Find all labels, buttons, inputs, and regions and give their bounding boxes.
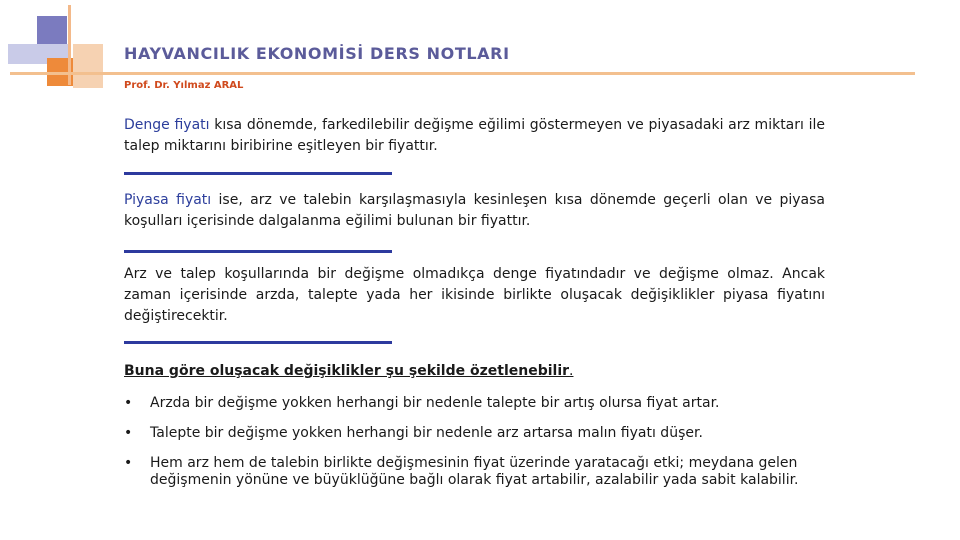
divider-rule	[124, 172, 392, 175]
paragraph-text: kısa dönemde, farkedilebilir değişme eğilimi göstermeyen ve piyasadaki arz miktarı ile talep miktarını biribirine eşitleyen bir fiyattır.	[124, 117, 826, 154]
bullet-icon: •	[124, 455, 133, 471]
logo-square-purple	[37, 16, 67, 46]
term-equilibrium-price: Denge fiyatı	[124, 117, 210, 133]
header-horizontal-line	[10, 72, 915, 75]
summary-heading-end: .	[569, 363, 574, 379]
list-item-text: Hem arz hem de talebin birlikte değişmesinin fiyat üzerinde yaratacağı etki; meydana gelen değişmenin yönüne ve büyüklüğüne bağlı olarak fiyat artabilir, azalabilir yada sabit kalabilir.	[150, 455, 799, 488]
author-name: Prof. Dr. Yılmaz ARAL	[124, 80, 244, 91]
paragraph-text: Arz ve talep koşullarında bir değişme olmadıkça denge fiyatındadır ve değişme olmaz. Ancak zaman içerisinde arzda, talepte yada her ikisinde birlikte oluşacak değişiklikler piyasa fiyatını değiştirecektir.	[124, 266, 825, 324]
term-market-price: Piyasa fiyatı	[124, 192, 212, 208]
summary-heading	[124, 361, 573, 382]
page-title: HAYVANCILIK EKONOMİSİ DERS NOTLARI	[124, 44, 510, 63]
summary-list	[124, 395, 834, 502]
logo-square-peach	[73, 44, 103, 88]
list-item	[124, 395, 834, 412]
list-item	[124, 455, 834, 489]
summary-heading-text: Buna göre oluşacak değişiklikler şu şekilde özetlenebilir	[124, 363, 570, 379]
list-item-text: Talepte bir değişme yokken herhangi bir nedenle arz artarsa malın fiyatı düşer.	[150, 425, 703, 441]
bullet-icon: •	[124, 395, 133, 411]
bullet-icon: •	[124, 425, 133, 441]
divider-rule	[124, 341, 392, 344]
paragraph-supply-demand	[124, 264, 825, 327]
list-item-text: Arzda bir değişme yokken herhangi bir nedenle talepte bir artış olursa fiyat artar.	[150, 395, 720, 411]
list-item	[124, 425, 834, 442]
divider-rule	[124, 250, 392, 253]
paragraph-equilibrium-price	[124, 115, 825, 157]
paragraph-market-price	[124, 190, 825, 232]
paragraph-text: ise, arz ve talebin karşılaşmasıyla kesinleşen kısa dönemde geçerli olan ve piyasa koşulları içerisinde dalgalanma eğilimi bulunan bir fiyattır.	[124, 192, 825, 229]
